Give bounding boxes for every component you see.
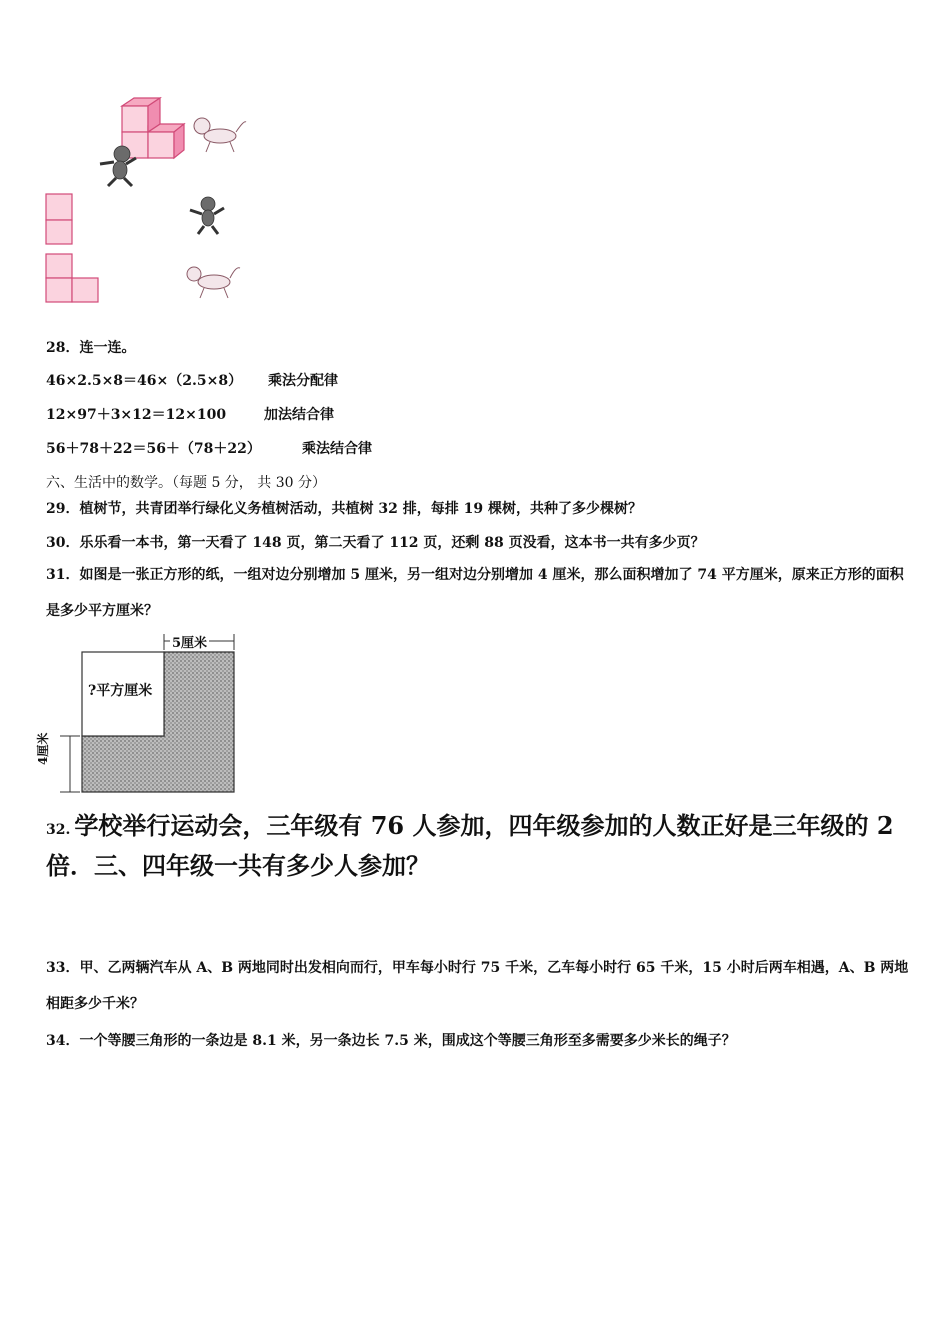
q34-text: 34．一个等腰三角形的一条边是 8.1 米，另一条边长 7.5 米，围成这个等腰三角形至多需要多少米长的绳子？	[46, 1033, 736, 1049]
monkey-icon	[190, 197, 224, 234]
q33-text: 33．甲、乙两辆汽车从 A、B 两地同时出发相向而行，甲车每小时行 75 千米，乙车每小时行 65 千米，15 小时后两车相遇，A、B 两地相距多少千米？	[46, 960, 909, 1012]
q28-law-3[interactable]: 乘法结合律	[302, 441, 372, 457]
q31-square-figure	[44, 628, 244, 798]
cube-stack	[122, 98, 184, 158]
q28-law-1[interactable]: 乘法分配律	[268, 373, 338, 389]
view-b-l-shape	[46, 254, 98, 302]
q28-expr-3[interactable]: 56＋78＋22＝56＋（78＋22）	[46, 441, 261, 457]
q32-text: 学校举行运动会，三年级有 76 人参加，四年级参加的人数正好是三年级的 2 倍．三、四年级一共有多少人参加？	[46, 811, 894, 880]
cube-stack-figure	[90, 92, 260, 192]
q28-law-2[interactable]: 加法结合律	[264, 407, 334, 423]
q32	[46, 808, 906, 884]
q31-side-label: 4厘米	[36, 732, 50, 765]
dog-icon	[187, 267, 240, 298]
q28-expr-2[interactable]: 12×97＋3×12＝12×100	[46, 407, 227, 423]
dog-icon	[194, 118, 246, 152]
q31-area-label: ?平方厘米	[88, 683, 153, 699]
q32-number: 32.	[46, 822, 71, 838]
q30-text: 30．乐乐看一本书，第一天看了 148 页，第二天看了 112 页，还剩 88 页没看，这本书一共有多少页？	[46, 535, 705, 551]
q31-text: 31．如图是一张正方形的纸，一组对边分别增加 5 厘米，另一组对边分别增加 4 厘米，那么面积增加了 74 平方厘米，原来正方形的面积是多少平方厘米？	[46, 567, 904, 619]
q29-text: 29．植树节，共青团举行绿化义务植树活动，共植树 32 排，每排 19 棵树，共种了多少棵树？	[46, 501, 642, 517]
view-options-figure	[44, 190, 244, 306]
q28-expr-1[interactable]: 46×2.5×8＝46×（2.5×8）	[46, 373, 243, 389]
q31-top-label: 5厘米	[170, 632, 209, 651]
section-6-title: 六、生活中的数学。（每题 5 分， 共 30 分）	[46, 475, 326, 491]
view-a-two-stacked	[46, 194, 72, 244]
side-dimension-marker	[60, 736, 80, 792]
q28-title: 28．连一连。	[46, 340, 136, 356]
